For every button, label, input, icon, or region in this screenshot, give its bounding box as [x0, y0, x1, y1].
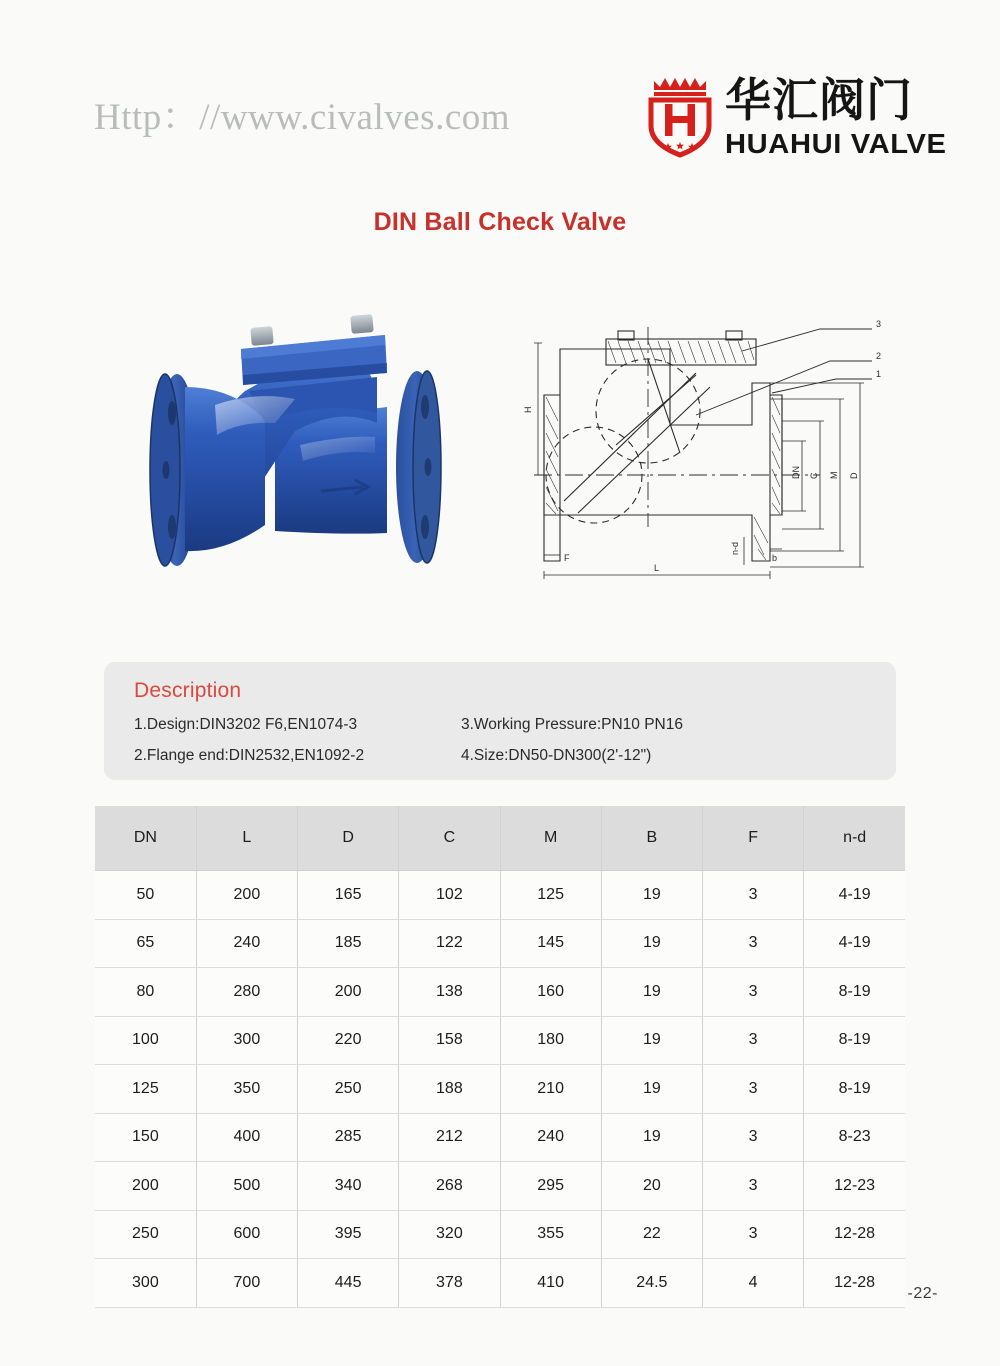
cell: 19 — [601, 968, 702, 1017]
cell: 600 — [196, 1210, 297, 1259]
cell: 4 — [703, 1259, 804, 1308]
description-item: 2.Flange end:DIN2532,EN1092-2 — [134, 747, 365, 764]
cell: 3 — [703, 1210, 804, 1259]
cell: 280 — [196, 968, 297, 1017]
column-header-c: C — [399, 806, 500, 871]
page-number: -22- — [907, 1285, 938, 1302]
page-title: DIN Ball Check Valve — [373, 208, 627, 236]
cell: 212 — [399, 1113, 500, 1162]
cell: 340 — [298, 1162, 399, 1211]
cell: 200 — [196, 871, 297, 920]
figures-row — [0, 285, 1000, 605]
table-row — [95, 968, 905, 1017]
cell: 65 — [95, 919, 196, 968]
cell: 295 — [500, 1162, 601, 1211]
svg-text:n-d: n-d — [730, 541, 740, 555]
cell: 122 — [399, 919, 500, 968]
logo-english-name: HUAHUI VALVE — [724, 127, 947, 159]
cell: 700 — [196, 1259, 297, 1308]
logo-chinese-name: 华汇阀门 — [724, 72, 913, 127]
table-header — [95, 806, 905, 871]
cell: 410 — [500, 1259, 601, 1308]
cell: 3 — [703, 1113, 804, 1162]
cell: 12-28 — [804, 1210, 905, 1259]
cell: 3 — [703, 1162, 804, 1211]
specification-table — [95, 806, 905, 1308]
description-items — [134, 716, 874, 765]
cell: 19 — [601, 1065, 702, 1114]
cell: 8-23 — [804, 1113, 905, 1162]
cell: 145 — [500, 919, 601, 968]
cell: 268 — [399, 1162, 500, 1211]
cell: 19 — [601, 871, 702, 920]
cell: 445 — [298, 1259, 399, 1308]
cell: 4-19 — [804, 919, 905, 968]
column-header-dn: DN — [95, 806, 196, 871]
cell: 200 — [95, 1162, 196, 1211]
cell: 12-28 — [804, 1259, 905, 1308]
table-body — [95, 871, 905, 1308]
cell: 50 — [95, 871, 196, 920]
cell: 12-23 — [804, 1162, 905, 1211]
cell: 300 — [95, 1259, 196, 1308]
cell: 400 — [196, 1113, 297, 1162]
cell: 3 — [703, 1016, 804, 1065]
cell: 22 — [601, 1210, 702, 1259]
column-header-d: D — [298, 806, 399, 871]
cell: 3 — [703, 968, 804, 1017]
cell: 378 — [399, 1259, 500, 1308]
svg-text:DN: DN — [791, 466, 801, 479]
cell: 3 — [703, 871, 804, 920]
table-row — [95, 1210, 905, 1259]
cell: 19 — [601, 1113, 702, 1162]
right-flange — [396, 371, 441, 563]
cell: 395 — [298, 1210, 399, 1259]
description-heading: Description — [134, 679, 242, 702]
svg-text:C: C — [809, 472, 819, 479]
svg-text:b: b — [772, 553, 778, 563]
cell: 220 — [298, 1016, 399, 1065]
cell: 80 — [95, 968, 196, 1017]
cell: 4-19 — [804, 871, 905, 920]
cell: 300 — [196, 1016, 297, 1065]
cell: 165 — [298, 871, 399, 920]
table-header-row — [95, 806, 905, 871]
svg-text:2: 2 — [876, 351, 882, 361]
cell: 320 — [399, 1210, 500, 1259]
cell: 19 — [601, 919, 702, 968]
cell: 188 — [399, 1065, 500, 1114]
description-panel — [104, 662, 896, 780]
cell: 125 — [95, 1065, 196, 1114]
description-item: 3.Working Pressure:PN10 PN16 — [461, 716, 683, 733]
logo-text — [724, 72, 947, 159]
huahui-crown-shield-emblem — [644, 76, 716, 158]
din-ball-check-valve-section-drawing — [520, 303, 902, 589]
cell: 180 — [500, 1016, 601, 1065]
cell: 240 — [196, 919, 297, 968]
svg-text:M: M — [829, 471, 839, 479]
cell: 8-19 — [804, 1065, 905, 1114]
description-item: 1.Design:DIN3202 F6,EN1074-3 — [134, 716, 358, 733]
cell: 250 — [95, 1210, 196, 1259]
table-row — [95, 871, 905, 920]
svg-text:3: 3 — [876, 319, 882, 329]
column-header-b: B — [601, 806, 702, 871]
svg-text:H: H — [523, 406, 533, 413]
cell: 20 — [601, 1162, 702, 1211]
svg-text:F: F — [564, 553, 570, 563]
table-row — [95, 1113, 905, 1162]
cell: 8-19 — [804, 968, 905, 1017]
column-header-m: M — [500, 806, 601, 871]
cell: 100 — [95, 1016, 196, 1065]
svg-text:L: L — [654, 563, 660, 573]
cell: 158 — [399, 1016, 500, 1065]
cell: 150 — [95, 1113, 196, 1162]
cell: 3 — [703, 919, 804, 968]
company-logo — [644, 72, 947, 159]
column-header-f: F — [703, 806, 804, 871]
svg-text:D: D — [849, 472, 859, 479]
cell: 19 — [601, 1016, 702, 1065]
cell: 355 — [500, 1210, 601, 1259]
description-item: 4.Size:DN50-DN300(2'-12") — [461, 747, 652, 764]
cell: 8-19 — [804, 1016, 905, 1065]
table-row — [95, 1016, 905, 1065]
svg-text:1: 1 — [876, 369, 882, 379]
cell: 185 — [298, 919, 399, 968]
table-row — [95, 1162, 905, 1211]
cell: 210 — [500, 1065, 601, 1114]
cell: 125 — [500, 871, 601, 920]
column-header-n-d: n-d — [804, 806, 905, 871]
page-header — [0, 72, 1000, 188]
cell: 200 — [298, 968, 399, 1017]
column-header-l: L — [196, 806, 297, 871]
table-row — [95, 919, 905, 968]
cell: 102 — [399, 871, 500, 920]
cell: 250 — [298, 1065, 399, 1114]
cell: 240 — [500, 1113, 601, 1162]
site-url: Http：//www.civalves.com — [94, 97, 511, 138]
cell: 500 — [196, 1162, 297, 1211]
cell: 285 — [298, 1113, 399, 1162]
din-ball-check-valve-photo — [125, 295, 465, 595]
cell: 24.5 — [601, 1259, 702, 1308]
cell: 3 — [703, 1065, 804, 1114]
table-row — [95, 1065, 905, 1114]
cell: 138 — [399, 968, 500, 1017]
cell: 160 — [500, 968, 601, 1017]
cell: 350 — [196, 1065, 297, 1114]
table-row — [95, 1259, 905, 1308]
